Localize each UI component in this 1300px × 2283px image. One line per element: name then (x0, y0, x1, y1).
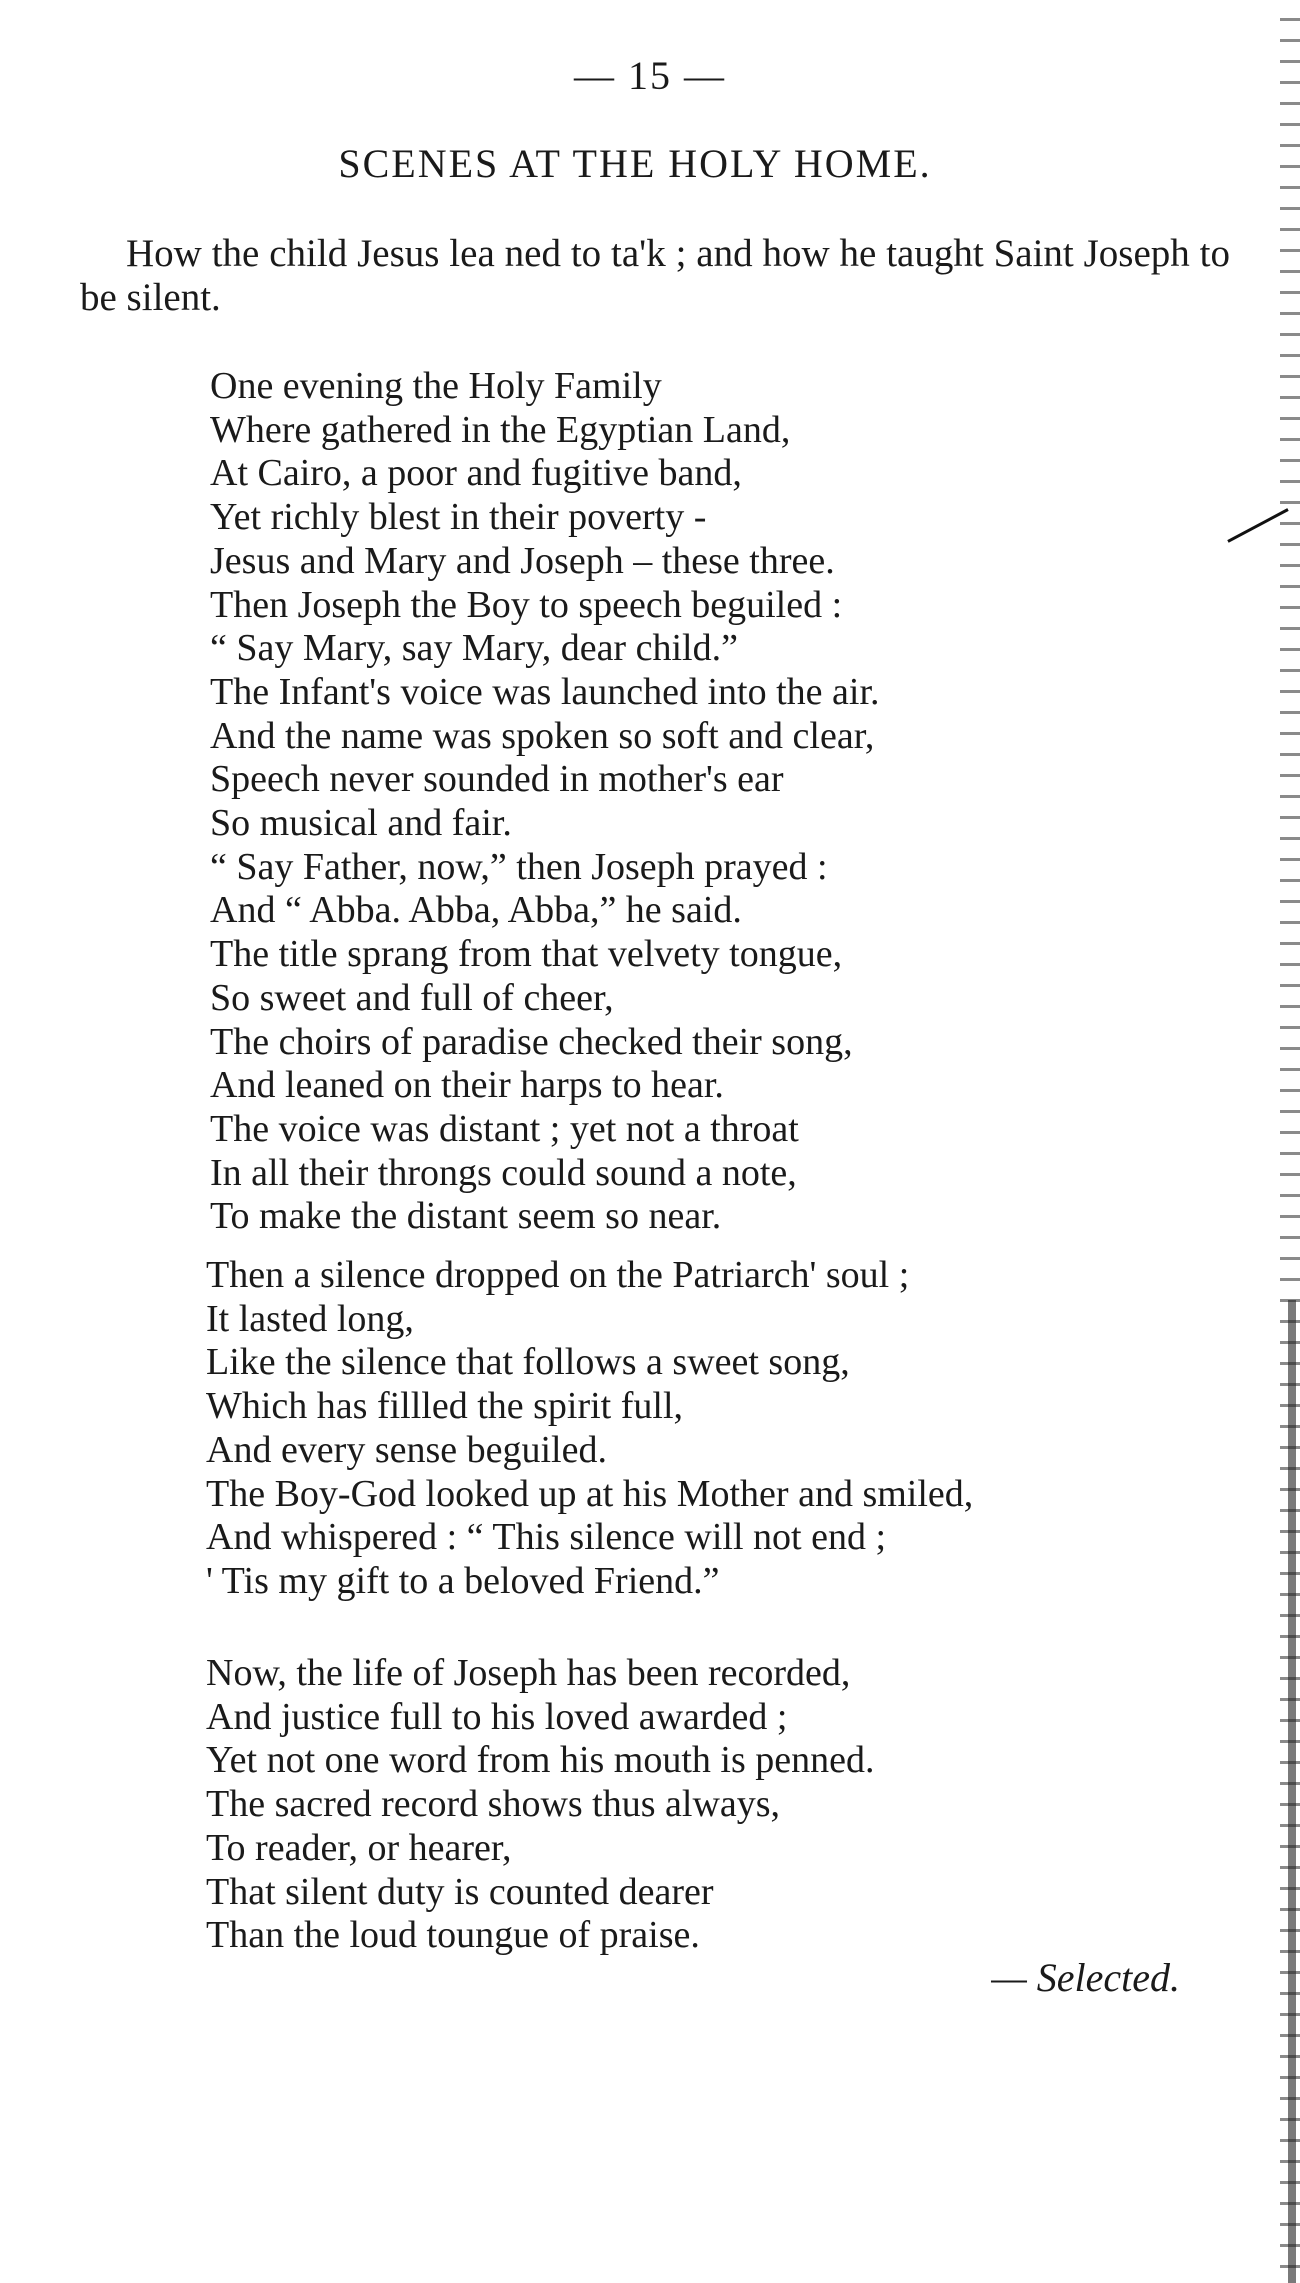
poem-line: The voice was distant ; yet not a throat (210, 1107, 799, 1150)
poem-line: Like the silence that follows a sweet song, (206, 1341, 850, 1384)
poem-line: To reader, or hearer, (206, 1826, 512, 1869)
poem-line: Then Joseph the Boy to speech beguiled : (210, 583, 843, 626)
poem-line: So sweet and full of cheer, (210, 976, 614, 1019)
poem-line: In all their throngs could sound a note, (210, 1151, 797, 1194)
poem-line: And the name was spoken so soft and clear, (210, 714, 875, 757)
poem-line: And justice full to his loved awarded ; (206, 1695, 788, 1738)
poem-line: “ Say Mary, say Mary, dear child.” (210, 627, 738, 670)
poem-line: And “ Abba. Abba, Abba,” he said. (210, 889, 742, 932)
poem-line: Yet richly blest in their poverty - (210, 496, 707, 539)
poem-line: So musical and fair. (210, 802, 512, 845)
poem-line: Jesus and Mary and Joseph – these three. (210, 539, 835, 582)
poem-line: At Cairo, a poor and fugitive band, (210, 452, 742, 495)
page-edge-shadow (1288, 1300, 1296, 2283)
poem-line: Speech never sounded in mother's ear (210, 758, 784, 801)
poem-line: Where gathered in the Egyptian Land, (210, 408, 791, 451)
poem-line: Now, the life of Joseph has been recorded, (206, 1652, 851, 1694)
poem-line: And whispered : “ This silence will not end ; (206, 1516, 887, 1559)
poem-line: The Infant's voice was launched into the air. (210, 670, 880, 713)
poem-line: One evening the Holy Family (210, 365, 662, 407)
poem-line: The sacred record shows thus always, (206, 1783, 781, 1826)
poem-line: To make the distant seem so near. (210, 1195, 722, 1238)
poem-line: It lasted long, (206, 1297, 414, 1340)
poem-line: That silent duty is counted dearer (206, 1870, 714, 1913)
poem-stanza (206, 1652, 1256, 1958)
intro-paragraph: How the child Jesus lea ned to ta'k ; and how he taught Saint Joseph to be silent. (80, 232, 1230, 319)
attribution: — Selected. (991, 1955, 1180, 2000)
poem-line: Yet not one word from his mouth is penned. (206, 1739, 875, 1782)
poem-line: The choirs of paradise checked their song, (210, 1020, 853, 1063)
poem-line: “ Say Father, now,” then Joseph prayed : (210, 845, 828, 888)
poem-line: Than the loud toungue of praise. (206, 1914, 700, 1957)
poem-line: Which has fillled the spirit full, (206, 1385, 684, 1428)
poem-line: And leaned on their harps to hear. (210, 1064, 724, 1107)
poem-line: ' Tis my gift to a beloved Friend.” (206, 1559, 720, 1602)
poem-line: The title sprang from that velvety tongue, (210, 933, 843, 976)
poem-line: The Boy-God looked up at his Mother and smiled, (206, 1472, 974, 1515)
poem-line: And every sense beguiled. (206, 1428, 607, 1471)
poem-stanza (210, 365, 1260, 1239)
page-title: SCENES AT THE HOLY HOME. (338, 141, 932, 186)
poem-line: Then a silence dropped on the Patriarch' soul ; (206, 1254, 910, 1296)
poem-stanza (206, 1254, 1256, 1604)
page-number: — 15 — (574, 53, 726, 98)
